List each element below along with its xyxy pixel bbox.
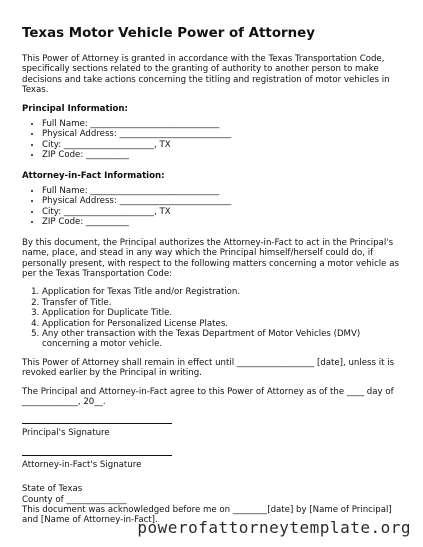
attorney-heading: Attorney-in-Fact Information: [22, 170, 165, 181]
attorney-zip: • ZIP Code: __________ [42, 217, 401, 227]
matter-item: 1. Application for Texas Title and/or Registration. [42, 287, 401, 297]
principal-city: • City: _____________________, TX [42, 140, 401, 150]
intro-paragraph: This Power of Attorney is granted in accordance with the Texas Transportation Code, specifically sections related to the granting of authority to another person to make decisions and take actions concerning the titling and registration of motor vehicles in Texas. [22, 54, 390, 96]
principal-signature-block [22, 423, 401, 438]
principal-address: • Physical Address: __________________________ [42, 129, 401, 139]
duration-paragraph: This Power of Attorney shall remain in effect until __________________ [date], unless it is revoked earlier by the Principal in writing. [22, 357, 395, 379]
principal-zip: • ZIP Code: __________ [42, 150, 401, 160]
matter-item: 4. Application for Personalized License Plates. [42, 319, 401, 329]
attorney-fields [22, 186, 401, 228]
attorney-signature-line [22, 455, 172, 456]
authority-paragraph: By this document, the Principal authorizes the Attorney-in-Fact to act in the Principal's name, place, and stead in any way which the Principal himself/herself could do, if personally present, with respect to the following matters concerning a motor vehicle as per the Texas Transportation Code: [22, 237, 399, 279]
attorney-address: • Physical Address: __________________________ [42, 196, 401, 206]
document-title: Texas Motor Vehicle Power of Attorney [22, 26, 315, 41]
principal-signature-line [22, 423, 172, 424]
principal-fields [22, 119, 401, 161]
principal-full-name: • Full Name: ______________________________ [42, 119, 401, 129]
notary-state: State of Texas [22, 484, 83, 495]
matter-item: 3. Application for Duplicate Title. [42, 308, 401, 318]
footer-watermark: powerofattorneytemplate.org [137, 518, 411, 537]
attorney-signature-label: Attorney-in-Fact's Signature [22, 459, 142, 470]
notary-acknowledgement: This document was acknowledged before me on ________[date] by [Name of Principal] and [Name of Attorney-in-Fact]. [22, 505, 392, 526]
matter-item: 5. Any other transaction with the Texas Department of Motor Vehicles (DMV) concerning a motor vehicle. [42, 329, 401, 350]
agreement-paragraph: The Principal and Attorney-in-Fact agree to this Power of Attorney as of the ____ day of _____________, 20__. [22, 386, 394, 407]
attorney-city: • City: _____________________, TX [42, 207, 401, 217]
notary-county: County of ______________ [22, 494, 127, 505]
principal-signature-label: Principal's Signature [22, 428, 110, 439]
attorney-full-name: • Full Name: ______________________________ [42, 186, 401, 196]
principal-heading: Principal Information: [22, 103, 128, 114]
matters-list [22, 287, 401, 349]
attorney-signature-block [22, 455, 401, 470]
matter-item: 2. Transfer of Title. [42, 298, 401, 308]
